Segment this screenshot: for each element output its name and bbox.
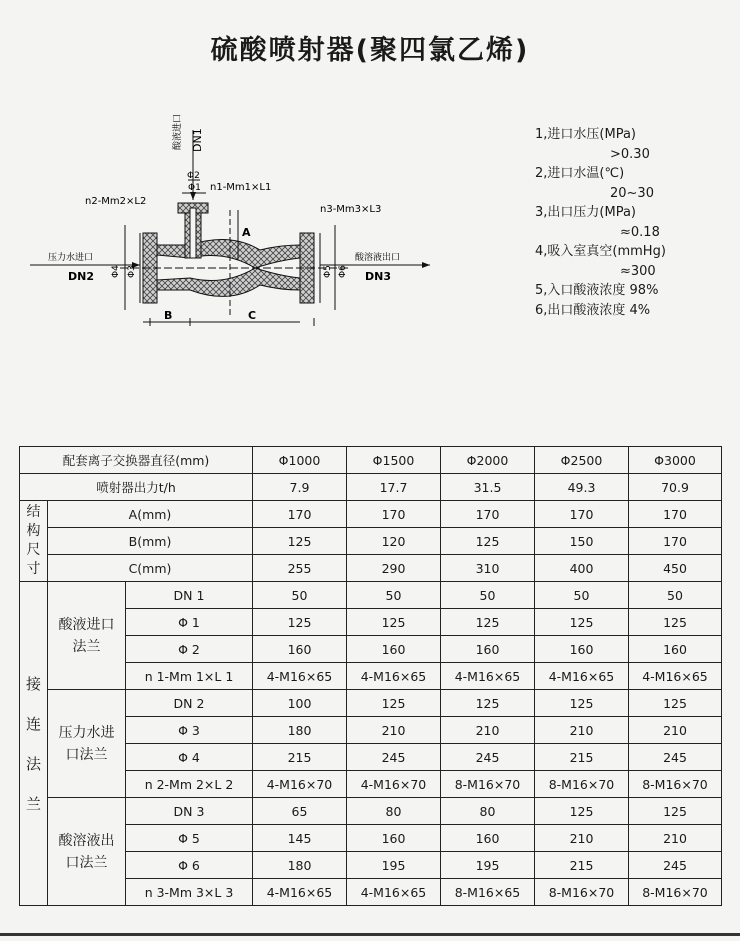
flange-value: 145 [253, 825, 347, 852]
flange-value: 180 [253, 852, 347, 879]
flange-row-label: Φ 5 [126, 825, 253, 852]
flange-value: 245 [629, 744, 722, 771]
flange-value: 210 [629, 825, 722, 852]
header-label: 配套离子交换器直径(mm) [20, 447, 253, 474]
flange-group-name [48, 582, 126, 690]
flange-value: 245 [441, 744, 535, 771]
label-phi5: Φ5 [323, 265, 333, 278]
flange-value: 160 [347, 825, 441, 852]
conn-group-char: 兰 [25, 794, 41, 813]
column-header: Φ2500 [535, 447, 629, 474]
flange-value: 210 [629, 717, 722, 744]
column-header: Φ3000 [629, 447, 722, 474]
flange-value: 160 [441, 825, 535, 852]
spec-6-label: 6,出口酸液浓度 4% [535, 302, 651, 318]
struct-row-label: A(mm) [48, 501, 253, 528]
flange-value: 100 [253, 690, 347, 717]
struct-value: 150 [535, 528, 629, 555]
label-n2: n2-Mm2×L2 [85, 196, 147, 207]
struct-value: 255 [253, 555, 347, 582]
flange-value: 160 [629, 636, 722, 663]
label-phi4: Φ4 [111, 265, 121, 278]
flange-value: 215 [253, 744, 347, 771]
table-row [20, 852, 722, 879]
flange-value: 195 [347, 852, 441, 879]
table-row [20, 636, 722, 663]
flange-value: 8-M16×70 [629, 771, 722, 798]
output-value: 49.3 [535, 474, 629, 501]
flange-value: 4-M16×65 [441, 663, 535, 690]
label-n3: n3-Mm3×L3 [320, 204, 382, 215]
label-water-inlet: 压力水进口 [48, 253, 94, 263]
flange-value: 50 [535, 582, 629, 609]
flange-row-label: n 2-Mm 2×L 2 [126, 771, 253, 798]
flange-value: 8-M16×70 [441, 771, 535, 798]
flange-value: 4-M16×70 [253, 771, 347, 798]
struct-row-label: B(mm) [48, 528, 253, 555]
table-row [20, 798, 722, 825]
label-phi3: Φ3 [127, 265, 137, 278]
spec-5-label: 5,入口酸液浓度 98% [535, 283, 659, 298]
flange-value: 80 [441, 798, 535, 825]
spec-4-value: ≈300 [620, 263, 656, 279]
flange-row-label: DN 1 [126, 582, 253, 609]
struct-value: 290 [347, 555, 441, 582]
flange-row-label: n 3-Mm 3×L 3 [126, 879, 253, 906]
flange-value: 215 [535, 852, 629, 879]
output-label: 喷射器出力t/h [20, 474, 253, 501]
label-dn1: DN1 [191, 128, 204, 152]
flange-value: 125 [629, 798, 722, 825]
output-value: 17.7 [347, 474, 441, 501]
label-phi6: Φ6 [338, 265, 348, 278]
struct-value: 170 [441, 501, 535, 528]
flange-group-text: 酸溶液出口法兰 [58, 832, 115, 871]
page-title: 硫酸喷射器(聚四氯乙烯) [210, 35, 530, 66]
column-header: Φ1500 [347, 447, 441, 474]
bottom-rule [0, 933, 740, 936]
flange-group-name [48, 690, 126, 798]
flange-value: 125 [253, 609, 347, 636]
table-row [20, 879, 722, 906]
struct-value: 120 [347, 528, 441, 555]
struct-value: 125 [441, 528, 535, 555]
flange-value: 4-M16×70 [347, 771, 441, 798]
flange-value: 160 [535, 636, 629, 663]
spec-1-value: >0.30 [610, 146, 650, 162]
output-value: 70.9 [629, 474, 722, 501]
struct-group-char: 结 [26, 504, 41, 520]
flange-value: 125 [347, 609, 441, 636]
spec-2-label: 2,进口水温(℃) [535, 166, 625, 181]
struct-value: 450 [629, 555, 722, 582]
flange-value: 160 [347, 636, 441, 663]
table-row [20, 663, 722, 690]
label-acid-outlet: 酸溶液出口 [355, 253, 401, 263]
struct-value: 170 [535, 501, 629, 528]
flange-value: 50 [253, 582, 347, 609]
struct-value: 125 [253, 528, 347, 555]
flange-row-label: Φ 1 [126, 609, 253, 636]
struct-value: 310 [441, 555, 535, 582]
flange-group-name [48, 798, 126, 906]
flange-value: 210 [535, 825, 629, 852]
struct-value: 170 [629, 528, 722, 555]
flange-value: 245 [347, 744, 441, 771]
flange-value: 125 [629, 609, 722, 636]
table-row [20, 528, 722, 555]
label-c: C [248, 309, 257, 322]
struct-value: 170 [629, 501, 722, 528]
flange-row-label: DN 2 [126, 690, 253, 717]
flange-group-text: 酸液进口法兰 [58, 616, 115, 655]
flange-value: 50 [441, 582, 535, 609]
spec-4-label: 4,吸入室真空(mmHg) [535, 244, 666, 259]
label-phi1: Φ1 [188, 183, 201, 193]
table-row [20, 474, 722, 501]
flange-row-label: Φ 3 [126, 717, 253, 744]
flange-row-label: DN 3 [126, 798, 253, 825]
column-header: Φ1000 [253, 447, 347, 474]
table-row [20, 690, 722, 717]
spec-3-value: ≈0.18 [620, 224, 660, 240]
flange-value: 210 [535, 717, 629, 744]
conn-group-char: 法 [25, 754, 41, 773]
table-row [20, 582, 722, 609]
label-dn3: DN3 [365, 270, 391, 283]
output-value: 31.5 [441, 474, 535, 501]
flange-value: 195 [441, 852, 535, 879]
table-row [20, 744, 722, 771]
label-a: A [242, 226, 251, 239]
struct-value: 170 [347, 501, 441, 528]
conn-group-char: 接 [25, 674, 41, 693]
spec-table [19, 446, 722, 906]
flange-value: 160 [441, 636, 535, 663]
spec-3-label: 3,出口压力(MPa) [535, 205, 636, 220]
flange-value: 125 [441, 609, 535, 636]
table-row [20, 501, 722, 528]
flange-value: 4-M16×65 [347, 663, 441, 690]
flange-value: 180 [253, 717, 347, 744]
flange-value: 65 [253, 798, 347, 825]
spec-list [535, 125, 735, 320]
flange-row-label: Φ 4 [126, 744, 253, 771]
header-row [20, 447, 722, 474]
flange-value: 4-M16×65 [629, 663, 722, 690]
flange-row-label: n 1-Mm 1×L 1 [126, 663, 253, 690]
label-acid-inlet: 酸液进口 [173, 113, 183, 150]
flange-value: 125 [347, 690, 441, 717]
flange-value: 125 [629, 690, 722, 717]
output-value: 7.9 [253, 474, 347, 501]
spec-2-value: 20~30 [610, 185, 654, 201]
flange-value: 8-M16×70 [535, 771, 629, 798]
struct-value: 400 [535, 555, 629, 582]
label-dn2: DN2 [68, 270, 94, 283]
flange-value: 4-M16×65 [253, 663, 347, 690]
flange-row-label: Φ 2 [126, 636, 253, 663]
ejector-body [120, 130, 350, 315]
flange-value: 210 [441, 717, 535, 744]
table-row [20, 825, 722, 852]
struct-value: 170 [253, 501, 347, 528]
struct-group-char: 构 [26, 523, 41, 539]
flange-value: 4-M16×65 [253, 879, 347, 906]
spec-1-label: 1,进口水压(MPa) [535, 127, 636, 142]
struct-group-char: 寸 [26, 561, 41, 577]
conn-group-char: 连 [25, 714, 41, 733]
flange-value: 215 [535, 744, 629, 771]
flange-value: 4-M16×65 [347, 879, 441, 906]
column-header: Φ2000 [441, 447, 535, 474]
struct-group-label [20, 501, 48, 582]
flange-value: 245 [629, 852, 722, 879]
flange-value: 80 [347, 798, 441, 825]
struct-group-char: 尺 [26, 542, 41, 558]
flange-value: 125 [441, 690, 535, 717]
flange-group-text: 压力水进口法兰 [58, 724, 115, 763]
label-phi2: Φ2 [187, 171, 200, 181]
conn-group-label [20, 582, 48, 906]
flange-value: 50 [347, 582, 441, 609]
flange-value: 8-M16×65 [441, 879, 535, 906]
flange-row-label: Φ 6 [126, 852, 253, 879]
label-n1: n1-Mm1×L1 [210, 182, 272, 193]
flange-value: 8-M16×70 [535, 879, 629, 906]
flange-value: 160 [253, 636, 347, 663]
flange-value: 125 [535, 798, 629, 825]
flange-value: 8-M16×70 [629, 879, 722, 906]
flange-value: 50 [629, 582, 722, 609]
struct-row-label: C(mm) [48, 555, 253, 582]
table-row [20, 717, 722, 744]
table-row [20, 771, 722, 798]
label-b: B [164, 309, 173, 322]
flange-value: 125 [535, 690, 629, 717]
table-row [20, 555, 722, 582]
flange-value: 125 [535, 609, 629, 636]
flange-value: 210 [347, 717, 441, 744]
flange-value: 4-M16×65 [535, 663, 629, 690]
ejector-diagram [30, 100, 450, 340]
table-row [20, 609, 722, 636]
